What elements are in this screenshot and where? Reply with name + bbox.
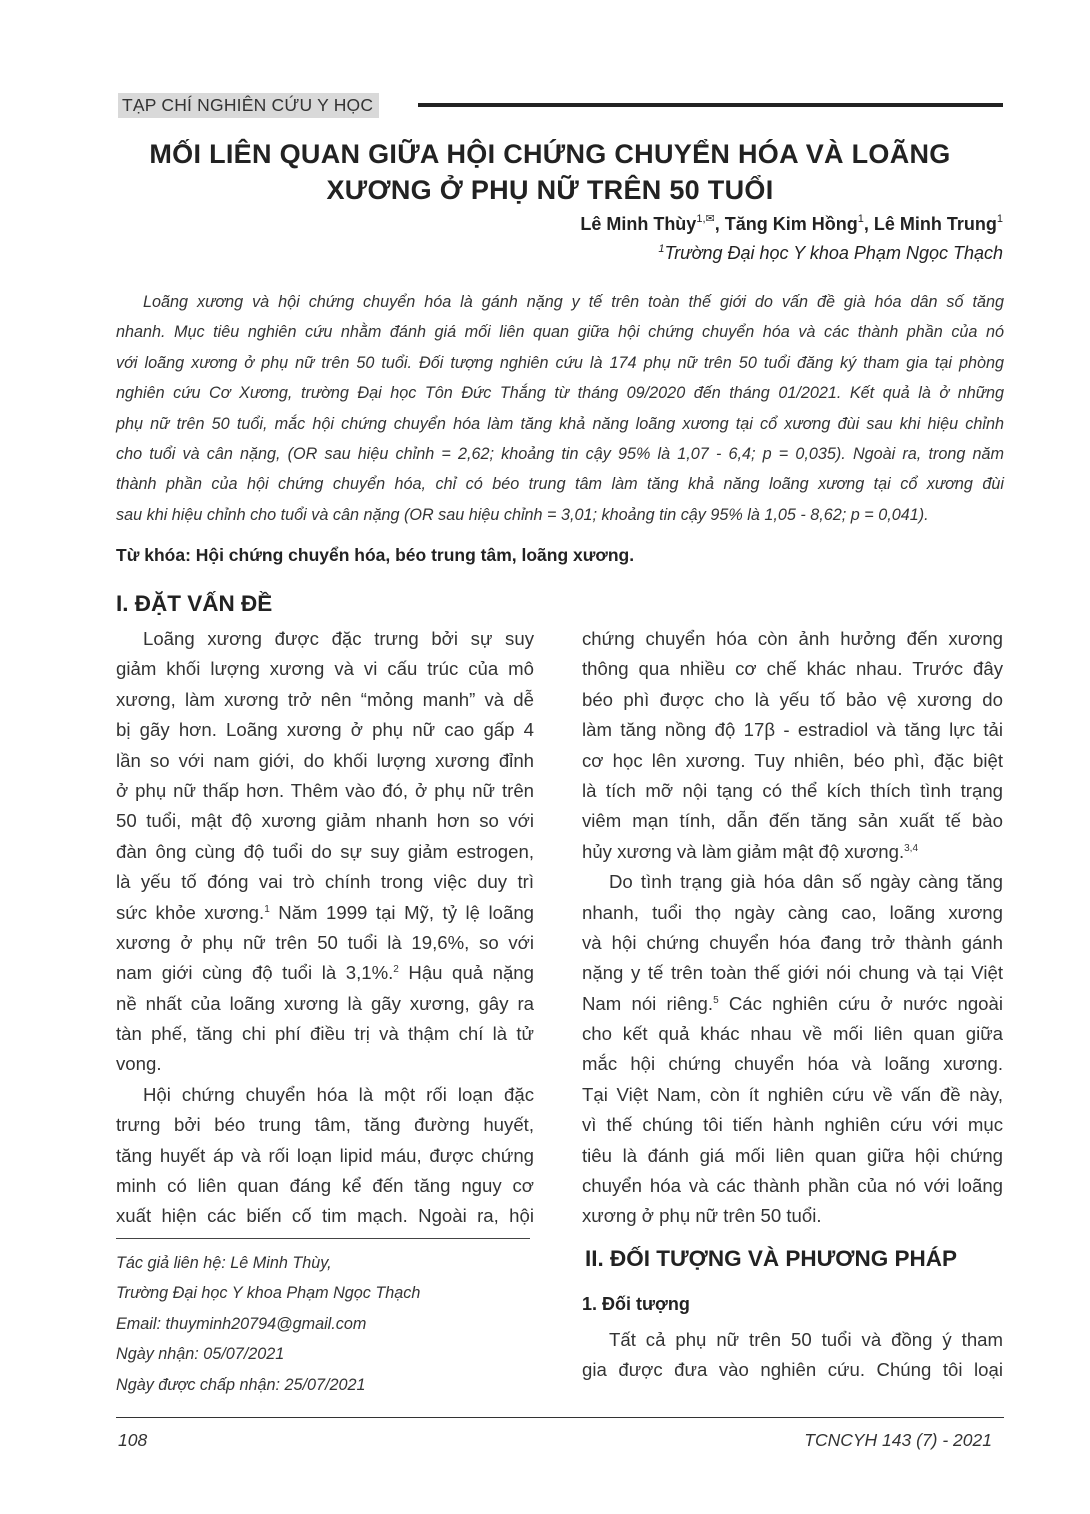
abstract-line: phụ nữ trên 50 tuổi, mắc hội chứng chuyển hóa làm tăng khả năng loãng xương tại cổ xương đùi sau khi hiệu chỉnh <box>116 414 1004 433</box>
text-run: Hậu quả nặng <box>398 962 534 984</box>
body-text-line <box>582 806 1003 836</box>
introduction-right-column <box>582 624 1003 1232</box>
footnote-line: Ngày được chấp nhận: 25/07/2021 <box>116 1375 366 1394</box>
text-run: trưng bởi béo trung tâm, tăng đường huyết, <box>116 1114 534 1136</box>
text-run: cho kết quả khác nhau về mối liên quan giữa <box>582 1023 1003 1045</box>
body-text-line <box>582 928 1003 958</box>
text-run: chuyển hóa và các thành phần của nó với loãng <box>582 1175 1003 1197</box>
keywords: Từ khóa: Hội chứng chuyển hóa, béo trung tâm, loãng xương. <box>116 545 635 565</box>
body-text-line <box>116 776 534 806</box>
title-line-2: XƯƠNG Ở PHỤ NỮ TRÊN 50 TUỔI <box>326 175 774 205</box>
introduction-left-column <box>116 624 534 1232</box>
text-run: lần so với nam giới, do khối lượng xương đỉnh <box>116 749 534 771</box>
text-run: nề nhất của loãng xương là gãy xương, gây ra <box>116 992 534 1014</box>
body-text-line <box>582 715 1003 745</box>
text-run: 50 tuổi, mật độ xương giảm nhanh hơn so với <box>116 810 534 832</box>
body-text-line <box>582 1080 1003 1110</box>
footer-rule <box>116 1417 1004 1418</box>
text-run: nặng y tế trên toàn thế giới nói chung và tại Việt <box>582 962 1003 984</box>
body-text-line <box>582 1019 1003 1049</box>
body-text-line <box>116 806 534 836</box>
body-text-line <box>582 867 1003 897</box>
journal-name-tag: TẠP CHÍ NGHIÊN CỨU Y HỌC <box>118 93 379 118</box>
body-text-line <box>116 715 534 745</box>
text-run: hủy xương và làm giảm mật độ xương. <box>582 840 905 862</box>
author-name: Lê Minh Trung <box>873 214 997 234</box>
abstract-line: cho tuổi và cân nặng, (OR sau hiệu chỉnh = 2,62; khoảng tin cậy 95% là 1,07 - 6,4; p = 0,035). Ngoài ra, trong năm <box>116 444 1004 463</box>
text-run: giảm khối lượng xương và vi cấu trúc của mô <box>116 658 534 680</box>
text-run: Năm 1999 tại Mỹ, tỷ lệ loãng <box>269 901 534 923</box>
body-text-line <box>116 746 534 776</box>
body-text-line <box>582 1355 1003 1385</box>
text-run: viêm mạn tính, dẫn đến tăng sản xuất tế bào <box>582 810 1003 832</box>
abstract-line: nghiên cứu Cơ Xương, trường Đại học Tôn Đức Thắng từ tháng 09/2020 đến tháng 01/2021. Kết quả là ở những <box>116 384 1004 403</box>
section-title-introduction: I. ĐẶT VẤN ĐỀ <box>116 591 273 616</box>
body-text-line <box>116 624 534 654</box>
body-text-line <box>116 1080 534 1110</box>
body-text-line <box>116 867 534 897</box>
abstract <box>116 287 1004 530</box>
text-run: xương, làm xương trở nên “mỏng manh” và dễ <box>116 688 534 710</box>
footnote-line: Ngày nhận: 05/07/2021 <box>116 1345 285 1364</box>
author-separator: , <box>714 214 725 234</box>
body-text-line <box>582 1171 1003 1201</box>
text-run: vì thế chúng tôi tiến hành nghiên cứu với mục <box>582 1114 1003 1136</box>
body-text-line <box>582 1325 1003 1355</box>
text-run: Các nghiên cứu ở nước ngoài <box>718 992 1003 1014</box>
author-list <box>580 213 1003 235</box>
citation-marker: 5 <box>713 994 719 1006</box>
author-separator: , <box>863 214 874 234</box>
text-run: tàn phế, tăng chi phí điều trị và thậm chí là tử <box>116 1023 534 1045</box>
body-text-line <box>116 654 534 684</box>
body-text-line <box>116 1019 534 1049</box>
text-run: Loãng xương được đặc trưng bởi sự suy <box>143 628 534 649</box>
text-run: Hội chứng chuyển hóa là một rối loạn đặc <box>143 1083 534 1105</box>
body-text-line <box>582 898 1003 928</box>
corresponding-author-footnote <box>116 1248 420 1400</box>
header-rule <box>418 103 1003 107</box>
author-name: Lê Minh Thùy <box>580 214 697 234</box>
text-run: chứng chuyển hóa còn ảnh hưởng đến xương <box>582 628 1003 649</box>
text-run: minh có liên quan đáng kể đến tăng nguy cơ <box>116 1175 534 1197</box>
text-run: nhanh, tuổi thọ ngày càng cao, loãng xương <box>582 901 1003 923</box>
body-text-line <box>582 1049 1003 1079</box>
text-run: Tất cả phụ nữ trên 50 tuổi và đồng ý tham <box>609 1329 1003 1350</box>
body-text-line <box>582 654 1003 684</box>
body-text-line <box>582 989 1003 1019</box>
citation-marker: 3,4 <box>904 842 919 854</box>
body-text-line <box>116 898 534 928</box>
text-run: xương ở phụ nữ trên 50 tuổi. <box>582 1205 822 1227</box>
text-run: xương ở phụ nữ trên 50 tuổi là 19,6%, so với <box>116 931 534 953</box>
footnote-line: Email: thuyminh20794@gmail.com <box>116 1314 367 1333</box>
text-run: cơ học lên xương. Tuy nhiên, béo phì, đặc biệt <box>582 749 1003 771</box>
body-text-line <box>116 685 534 715</box>
page-number: 108 <box>118 1430 148 1450</box>
body-text-line <box>116 1171 534 1201</box>
text-run: bị gãy hơn. Loãng xương ở phụ nữ cao gấp 4 <box>116 719 534 741</box>
footnote-line: Trường Đại học Y khoa Phạm Ngọc Thạch <box>116 1284 421 1303</box>
text-run: Tại Việt Nam, còn ít nghiên cứu về vấn đề này, <box>582 1083 1003 1105</box>
text-run: làm tăng nồng độ 17β - estradiol và tăng lực tải <box>582 719 1003 741</box>
methods-paragraph <box>582 1325 1003 1386</box>
text-run: Nam nói riêng. <box>582 992 714 1014</box>
affiliation-marker: 1 <box>658 243 665 255</box>
title-line-1: MỐI LIÊN QUAN GIỮA HỘI CHỨNG CHUYỂN HÓA VÀ LOÃNG <box>149 139 951 169</box>
section-title-methods: II. ĐỐI TƯỢNG VÀ PHƯƠNG PHÁP <box>585 1246 957 1271</box>
text-run: Do tình trạng già hóa dân số ngày càng tăng <box>609 871 1003 893</box>
journal-issue: TCNCYH 143 (7) - 2021 <box>804 1430 992 1450</box>
body-text-line <box>116 958 534 988</box>
author-affiliation-marker: 1,✉ <box>696 213 715 225</box>
body-text-line <box>582 776 1003 806</box>
text-run: gia được đưa vào nghiên cứu. Chúng tôi loại <box>582 1359 1003 1381</box>
body-text-line <box>582 746 1003 776</box>
abstract-line: thành phần của hội chứng chuyển hóa, chỉ có béo trung tâm làm tăng khả năng loãng xương tại cổ xương đùi <box>116 475 1004 494</box>
body-text-line <box>582 837 1003 867</box>
text-run: thông qua nhiều cơ chế khác nhau. Trước đây <box>582 658 1003 680</box>
citation-marker: 1 <box>264 903 270 915</box>
text-run: xuất hiện các biến cố tim mạch. Ngoài ra, hội <box>116 1205 534 1227</box>
body-text-line <box>582 685 1003 715</box>
author-affiliation-marker: 1 <box>996 213 1003 225</box>
body-text-line <box>582 1110 1003 1140</box>
affiliation-text: Trường Đại học Y khoa Phạm Ngọc Thạch <box>664 243 1003 263</box>
text-run: là tích mỡ nội tạng có thể kích thích tình trạng <box>582 779 1003 801</box>
abstract-line: nhanh. Mục tiêu nghiên cứu nhằm đánh giá mối liên quan giữa hội chứng chuyển hóa và các thành phần của nó <box>116 323 1004 342</box>
text-run: tiêu là đánh giá mối liên quan giữa hội chứng <box>582 1144 1003 1166</box>
text-run: nam giới cùng độ tuổi là 3,1%. <box>116 962 394 984</box>
text-run: là yếu tố đóng vai trò chính trong việc duy trì <box>116 871 534 893</box>
body-text-line <box>116 1141 534 1171</box>
text-run: sức khỏe xương. <box>116 901 265 923</box>
text-run: ở phụ nữ thấp hơn. Thêm vào đó, ở phụ nữ trên <box>116 779 534 801</box>
author-affiliation-marker: 1 <box>857 213 864 225</box>
abstract-line: với loãng xương ở phụ nữ trên 50 tuổi. Đối tượng nghiên cứu là 174 phụ nữ trên 50 tuổi đăng ký tham gia tại phòng <box>116 353 1004 372</box>
citation-marker: 2 <box>393 964 399 976</box>
text-run: vong. <box>116 1053 162 1075</box>
abstract-line: sau khi hiệu chỉnh cho tuổi và cân nặng (OR sau hiệu chỉnh = 3,01; khoảng tin cậy 95% là 1,05 - 8,62; p = 0,041). <box>116 505 929 524</box>
abstract-line: Loãng xương và hội chứng chuyển hóa là gánh nặng y tế trên toàn thế giới do vấn đề già hóa dân số tăng <box>143 293 1004 311</box>
body-text-line <box>582 958 1003 988</box>
text-run: tăng huyết áp và rối loạn lipid máu, được chứng <box>116 1144 534 1166</box>
subsection-title-subjects: 1. Đối tượng <box>582 1294 690 1314</box>
text-run: đàn ông cùng độ tuổi do sự suy giảm estrogen, <box>116 840 534 862</box>
text-run: béo phì được cho là yếu tố bảo vệ xương do <box>582 688 1003 710</box>
body-text-line <box>582 1201 1003 1231</box>
body-text-line <box>116 1110 534 1140</box>
body-text-line <box>116 989 534 1019</box>
article-title <box>90 136 1010 208</box>
text-run: mắc hội chứng chuyển hóa và loãng xương. <box>582 1053 1003 1075</box>
body-text-line <box>116 1201 534 1231</box>
body-text-line <box>116 1049 534 1079</box>
body-text-line <box>582 624 1003 654</box>
body-text-line <box>116 837 534 867</box>
affiliation <box>658 243 1003 264</box>
footnote-line: Tác giả liên hệ: Lê Minh Thùy, <box>116 1254 332 1272</box>
author-name: Tăng Kim Hồng <box>724 214 858 234</box>
text-run: và hội chứng chuyển hóa đang trở thành gánh <box>582 931 1003 953</box>
body-text-line <box>116 928 534 958</box>
body-text-line <box>582 1141 1003 1171</box>
footnote-rule <box>116 1238 530 1239</box>
